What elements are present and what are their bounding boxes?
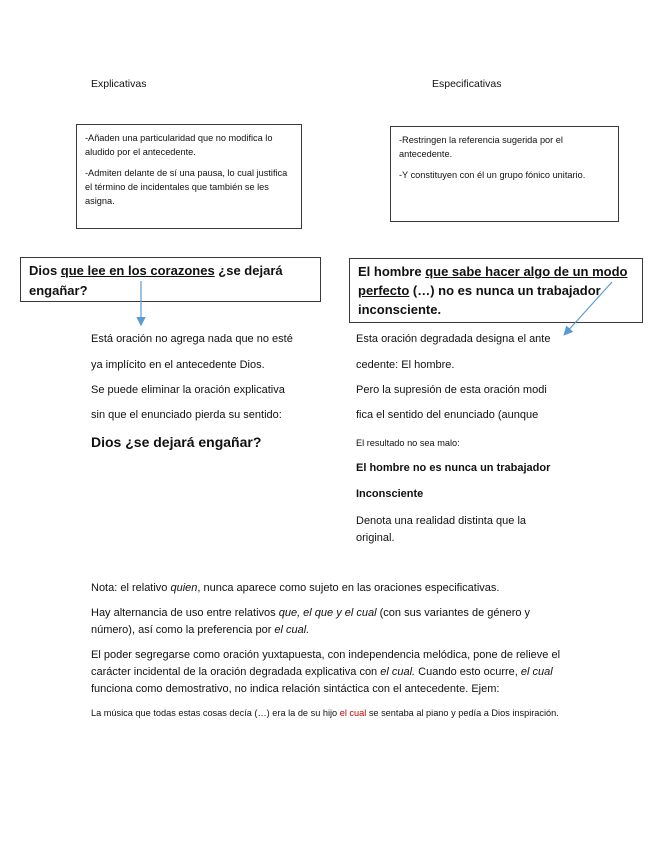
right-explanation-line-5: El resultado no sea malo: (356, 438, 460, 448)
note-1: Nota: el relativo quien, nunca aparece como sujeto en las oraciones especificativas. (91, 582, 500, 594)
left-explanation-line-2: ya implícito en el antecedente Dios. (91, 359, 265, 371)
right-explanation-line-3: Pero la supresión de esta oración modi (356, 384, 547, 396)
right-explanation-line-2: cedente: El hombre. (356, 359, 455, 371)
left-explanation-line-4: sin que el enunciado pierda su sentido: (91, 409, 282, 421)
example-left-pre: Dios (29, 263, 61, 278)
heading-especificativas: Especificativas (432, 78, 502, 90)
explicativas-point-1: -Añaden una particularidad que no modifica lo aludido por el antecedente. (85, 133, 273, 158)
right-explanation-line-1: Esta oración degradada designa el ante (356, 333, 551, 345)
example-right-pre: El hombre (358, 264, 426, 279)
especificativas-point-1: -Restringen la referencia sugerida por el antecedente. (399, 135, 563, 160)
notes-section (91, 580, 571, 730)
example-left-post: ¿se dejará engañar? (29, 263, 283, 298)
right-explanation-line-6: El hombre no es nunca un trabajador (356, 462, 551, 474)
note-example: La música que todas estas cosas decía (…) era la de su hijo el cual se sentaba al piano y pedía a Dios inspiración. (91, 708, 559, 719)
example-right-relative-clause: que sabe hacer algo de un modo perfecto (358, 264, 628, 298)
note-3: El poder segregarse como oración yuxtapuesta, con independencia melódica, pone de relieve el carácter incidental de la oración degradada explicativa con el cual. Cuando esto ocurre, el cual funciona como demostrativo, no indica relación sintáctica con el antecedente. Ejem: (91, 649, 561, 696)
example-right-post: (…) no es nunca un trabajador inconsciente. (358, 282, 601, 317)
left-explanation-line-3: Se puede eliminar la oración explicativa (91, 384, 285, 396)
especificativas-point-2: -Y constituyen con él un grupo fónico unitario. (399, 169, 586, 180)
example-left-relative-clause: que lee en los corazones (60, 263, 215, 278)
left-explanation-result: Dios ¿se dejará engañar? (91, 434, 262, 450)
left-explanation-line-1: Está oración no agrega nada que no esté (91, 333, 293, 345)
note-2: Hay alternancia de uso entre relativos que, el que y el cual (con sus variantes de género y número), así como la preferencia por el cual. (91, 607, 531, 637)
highlighted-relative: el cual (339, 708, 367, 719)
right-explanation-line-8: Denota una realidad distinta que la original. (356, 515, 527, 544)
right-explanation-line-4: fica el sentido del enunciado (aunque (356, 409, 539, 421)
explicativas-point-2: -Admiten delante de sí una pausa, lo cual justifica el término de incidentales que también se les asigna. (85, 167, 288, 206)
right-explanation-line-7: Inconsciente (356, 488, 424, 500)
arrow-right (565, 282, 612, 334)
heading-explicativas: Explicativas (91, 78, 147, 90)
